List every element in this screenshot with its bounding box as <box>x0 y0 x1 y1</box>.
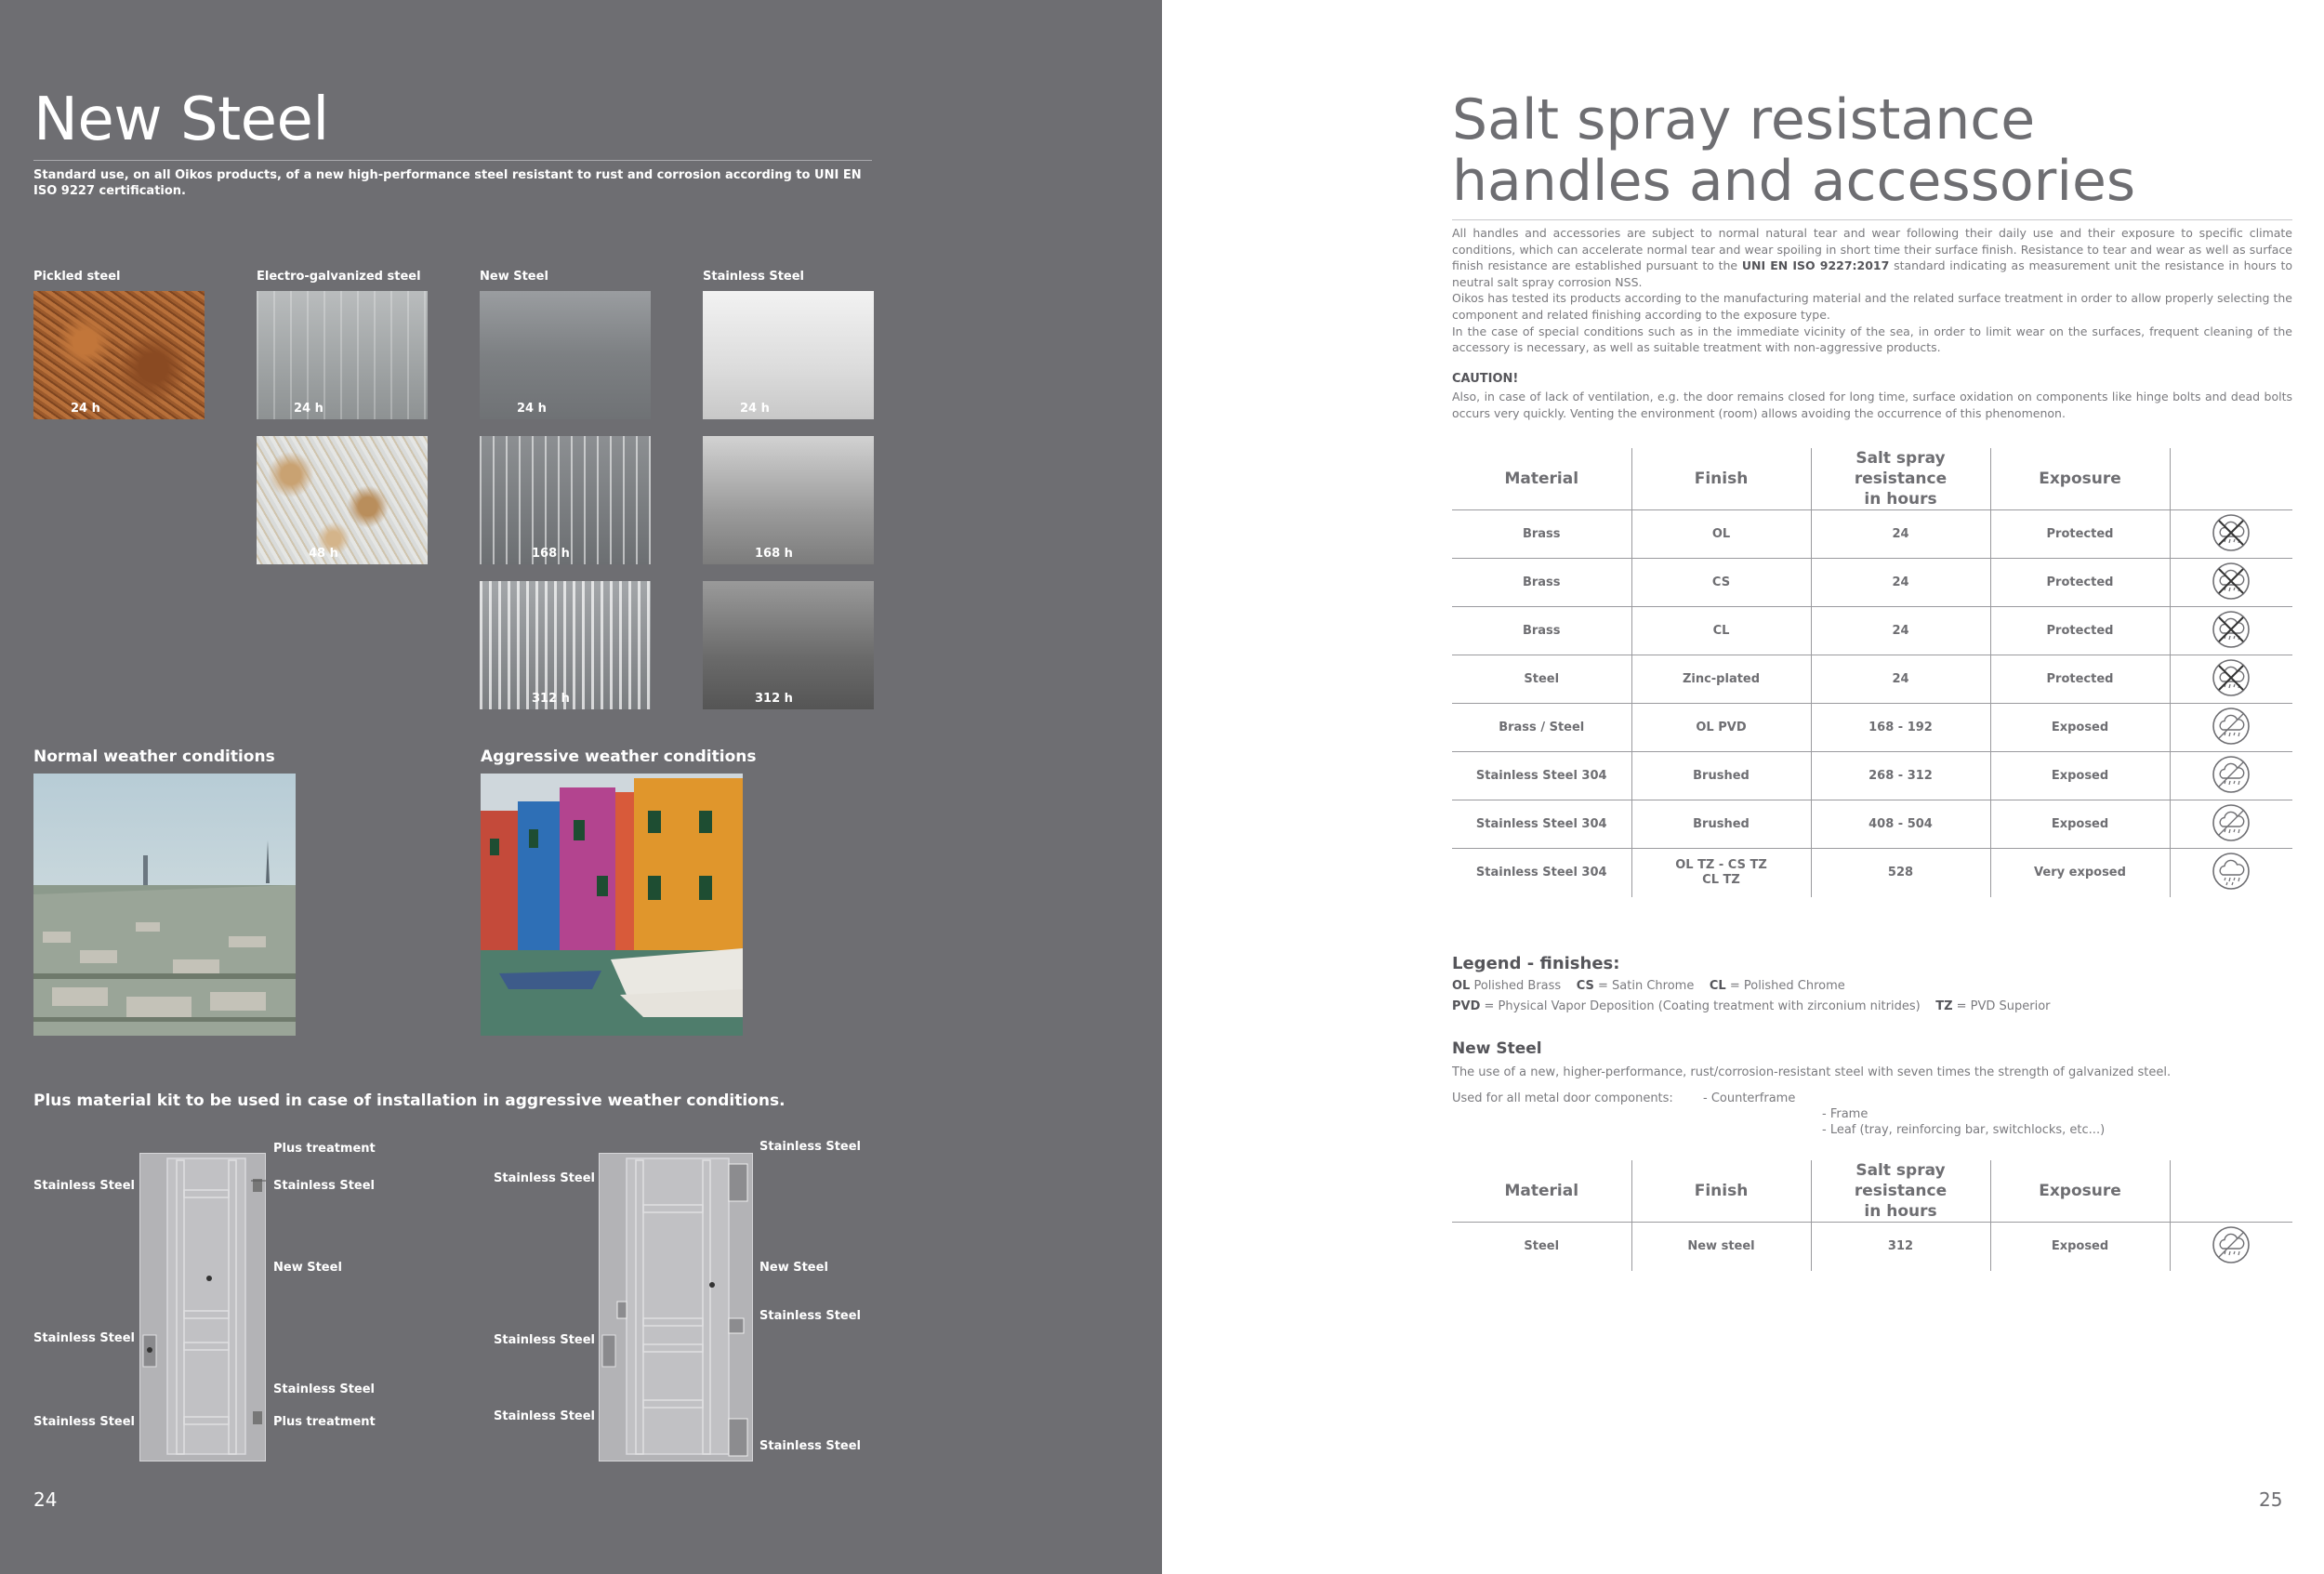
header-exposure: Exposure <box>1990 1160 2170 1223</box>
new-steel-text: The use of a new, higher-performance, rust/corrosion-resistant steel with seven times the strength of galvanized steel. <box>1452 1065 2172 1079</box>
page-number-left: 24 <box>33 1488 58 1511</box>
sample-image-newsteel-24h: 24 h <box>480 291 651 419</box>
caution-text: Also, in case of lack of ventilation, e.g. the door remains closed for long time, surface oxidation on components like hinge bolts and dead bolts occurs very quickly. Venting the environment (room) allows avoiding the occurrence of this phenomenon. <box>1452 390 2292 420</box>
door1-label-right-2: Stainless Steel <box>273 1179 376 1193</box>
door2-label-left-1: Stainless Steel <box>494 1171 596 1185</box>
table-header-row <box>1452 1160 2292 1223</box>
exposed-icon <box>2211 706 2251 747</box>
door2-label-right-4: Stainless Steel <box>759 1439 862 1453</box>
door1-label-left-2: Stainless Steel <box>33 1331 136 1345</box>
legend-heading: Legend - finishes: <box>1452 954 1620 973</box>
door1-label-left-1: Stainless Steel <box>33 1179 136 1193</box>
door1-label-right-1: Plus treatment <box>273 1142 376 1156</box>
used-for-item: - Leaf (tray, reinforcing bar, switchlocks, etc...) <box>1822 1123 2106 1137</box>
new-steel-heading: New Steel <box>1452 1039 1542 1058</box>
exposed-icon <box>2211 754 2251 795</box>
header-material: Material <box>1452 448 1631 510</box>
used-for-item: - Counterframe <box>1703 1091 1796 1105</box>
protected-icon <box>2211 609 2251 650</box>
sample-image-electro-24h: 24 h <box>257 291 428 419</box>
table-row: Steel Zinc-plated 24 Protected <box>1452 655 2292 704</box>
header-salt-spray: Salt spray resistance in hours <box>1811 448 1990 510</box>
page-subtitle: Standard use, on all Oikos products, of a new high-performance steel resistant to rust and corrosion according to UNI EN ISO 9227 certification. <box>33 168 862 198</box>
header-salt-spray: Salt spray resistance in hours <box>1811 1160 1990 1223</box>
protected-icon <box>2211 657 2251 698</box>
aggressive-conditions-label: Aggressive weather conditions <box>481 747 757 766</box>
sample-image-electro-48h: 48 h <box>257 436 428 564</box>
legend-line-1: OL Polished Brass CS = Satin Chrome CL = Polished Chrome <box>1452 979 1845 993</box>
new-steel-table <box>1452 1160 2292 1271</box>
used-for-label: Used for all metal door components: <box>1452 1091 1673 1105</box>
table-header-row <box>1452 448 2292 510</box>
protected-icon <box>2211 512 2251 553</box>
exposed-icon <box>2211 1224 2251 1265</box>
sample-image-newsteel-312h: 312 h <box>480 581 651 709</box>
used-for-item: - Frame <box>1822 1107 1868 1121</box>
header-icon <box>2170 1160 2292 1223</box>
city-photo <box>33 774 296 1036</box>
burano-houses-photo <box>481 774 743 1036</box>
page-number-right: 25 <box>2259 1488 2283 1511</box>
exposed-icon <box>2211 802 2251 843</box>
door1-label-left-3: Stainless Steel <box>33 1415 136 1429</box>
table-row: Stainless Steel 304 OL TZ - CS TZ CL TZ 528 Very exposed <box>1452 849 2292 897</box>
sample-image-stainless-24h: 24 h <box>703 291 874 419</box>
door2-label-right-1: Stainless Steel <box>759 1140 862 1154</box>
table-row: Steel New steel 312 Exposed <box>1452 1223 2292 1271</box>
title-divider <box>33 160 872 161</box>
sample-image-pickled-24h: 24 h <box>33 291 205 419</box>
sample-image-stainless-312h: 312 h <box>703 581 874 709</box>
header-exposure: Exposure <box>1990 448 2170 510</box>
door2-label-left-2: Stainless Steel <box>494 1333 596 1347</box>
door-diagram-2 <box>599 1153 753 1462</box>
caution-heading: CAUTION! <box>1452 372 1519 386</box>
door1-label-right-3: New Steel <box>273 1261 342 1275</box>
very-exposed-icon <box>2211 851 2251 892</box>
title-divider-right <box>1452 219 2292 220</box>
door2-label-right-3: Stainless Steel <box>759 1309 862 1323</box>
sample-image-newsteel-168h: 168 h <box>480 436 651 564</box>
intro-text: All handles and accessories are subject to normal natural tear and wear following their daily use and their exposure to specific climate conditions, which can accelerate normal tear and wear spoiling in short time their surface finish. Resistance to tear and wear as well as surface finish resistance are established pursuant to the UNI EN ISO 9227:2017 standard indicating as measurement unit the resistance in hours to neutral salt spray corrosion NSS. Oikos has tested its products according to the manufacturing material and the related surface treatment in order to allow properly selecting the component and related finishing according to the exposure type. In the case of special conditions such as in the immediate vicinity of the sea, in order to limit wear on the surfaces, frequent cleaning of the accessory is necessary, as well as suitable treatment with non-aggressive products. <box>1452 226 2292 355</box>
door2-label-right-2: New Steel <box>759 1261 828 1275</box>
page-title-right: Salt spray resistance handles and accessories <box>1452 87 2136 214</box>
right-page <box>1162 0 2324 1574</box>
salt-spray-table <box>1452 448 2292 897</box>
page-title: New Steel <box>33 86 329 154</box>
door-diagram-1 <box>139 1153 266 1462</box>
protected-icon <box>2211 561 2251 602</box>
legend-line-2: PVD = Physical Vapor Deposition (Coating treatment with zirconium nitrides) TZ = PVD Superior <box>1452 999 2051 1013</box>
header-icon <box>2170 448 2292 510</box>
sample-label-electro: Electro-galvanized steel <box>257 270 421 284</box>
door1-label-right-5: Plus treatment <box>273 1415 376 1429</box>
door1-label-right-4: Stainless Steel <box>273 1382 376 1396</box>
table-row: Brass / Steel OL PVD 168 - 192 Exposed <box>1452 704 2292 752</box>
sample-label-stainless: Stainless Steel <box>703 270 805 284</box>
table-row: Brass CL 24 Protected <box>1452 607 2292 655</box>
table-row: Brass CS 24 Protected <box>1452 559 2292 607</box>
sample-label-newsteel: New Steel <box>480 270 548 284</box>
table-row: Stainless Steel 304 Brushed 268 - 312 Exposed <box>1452 752 2292 800</box>
table-row: Stainless Steel 304 Brushed 408 - 504 Exposed <box>1452 800 2292 849</box>
sample-label-pickled: Pickled steel <box>33 270 121 284</box>
header-finish: Finish <box>1631 1160 1811 1223</box>
header-finish: Finish <box>1631 448 1811 510</box>
sample-image-stainless-168h: 168 h <box>703 436 874 564</box>
door2-label-left-3: Stainless Steel <box>494 1409 596 1423</box>
kit-title: Plus material kit to be used in case of installation in aggressive weather conditions. <box>33 1091 786 1110</box>
normal-conditions-label: Normal weather conditions <box>33 747 275 766</box>
header-material: Material <box>1452 1160 1631 1223</box>
table-row: Brass OL 24 Protected <box>1452 510 2292 559</box>
